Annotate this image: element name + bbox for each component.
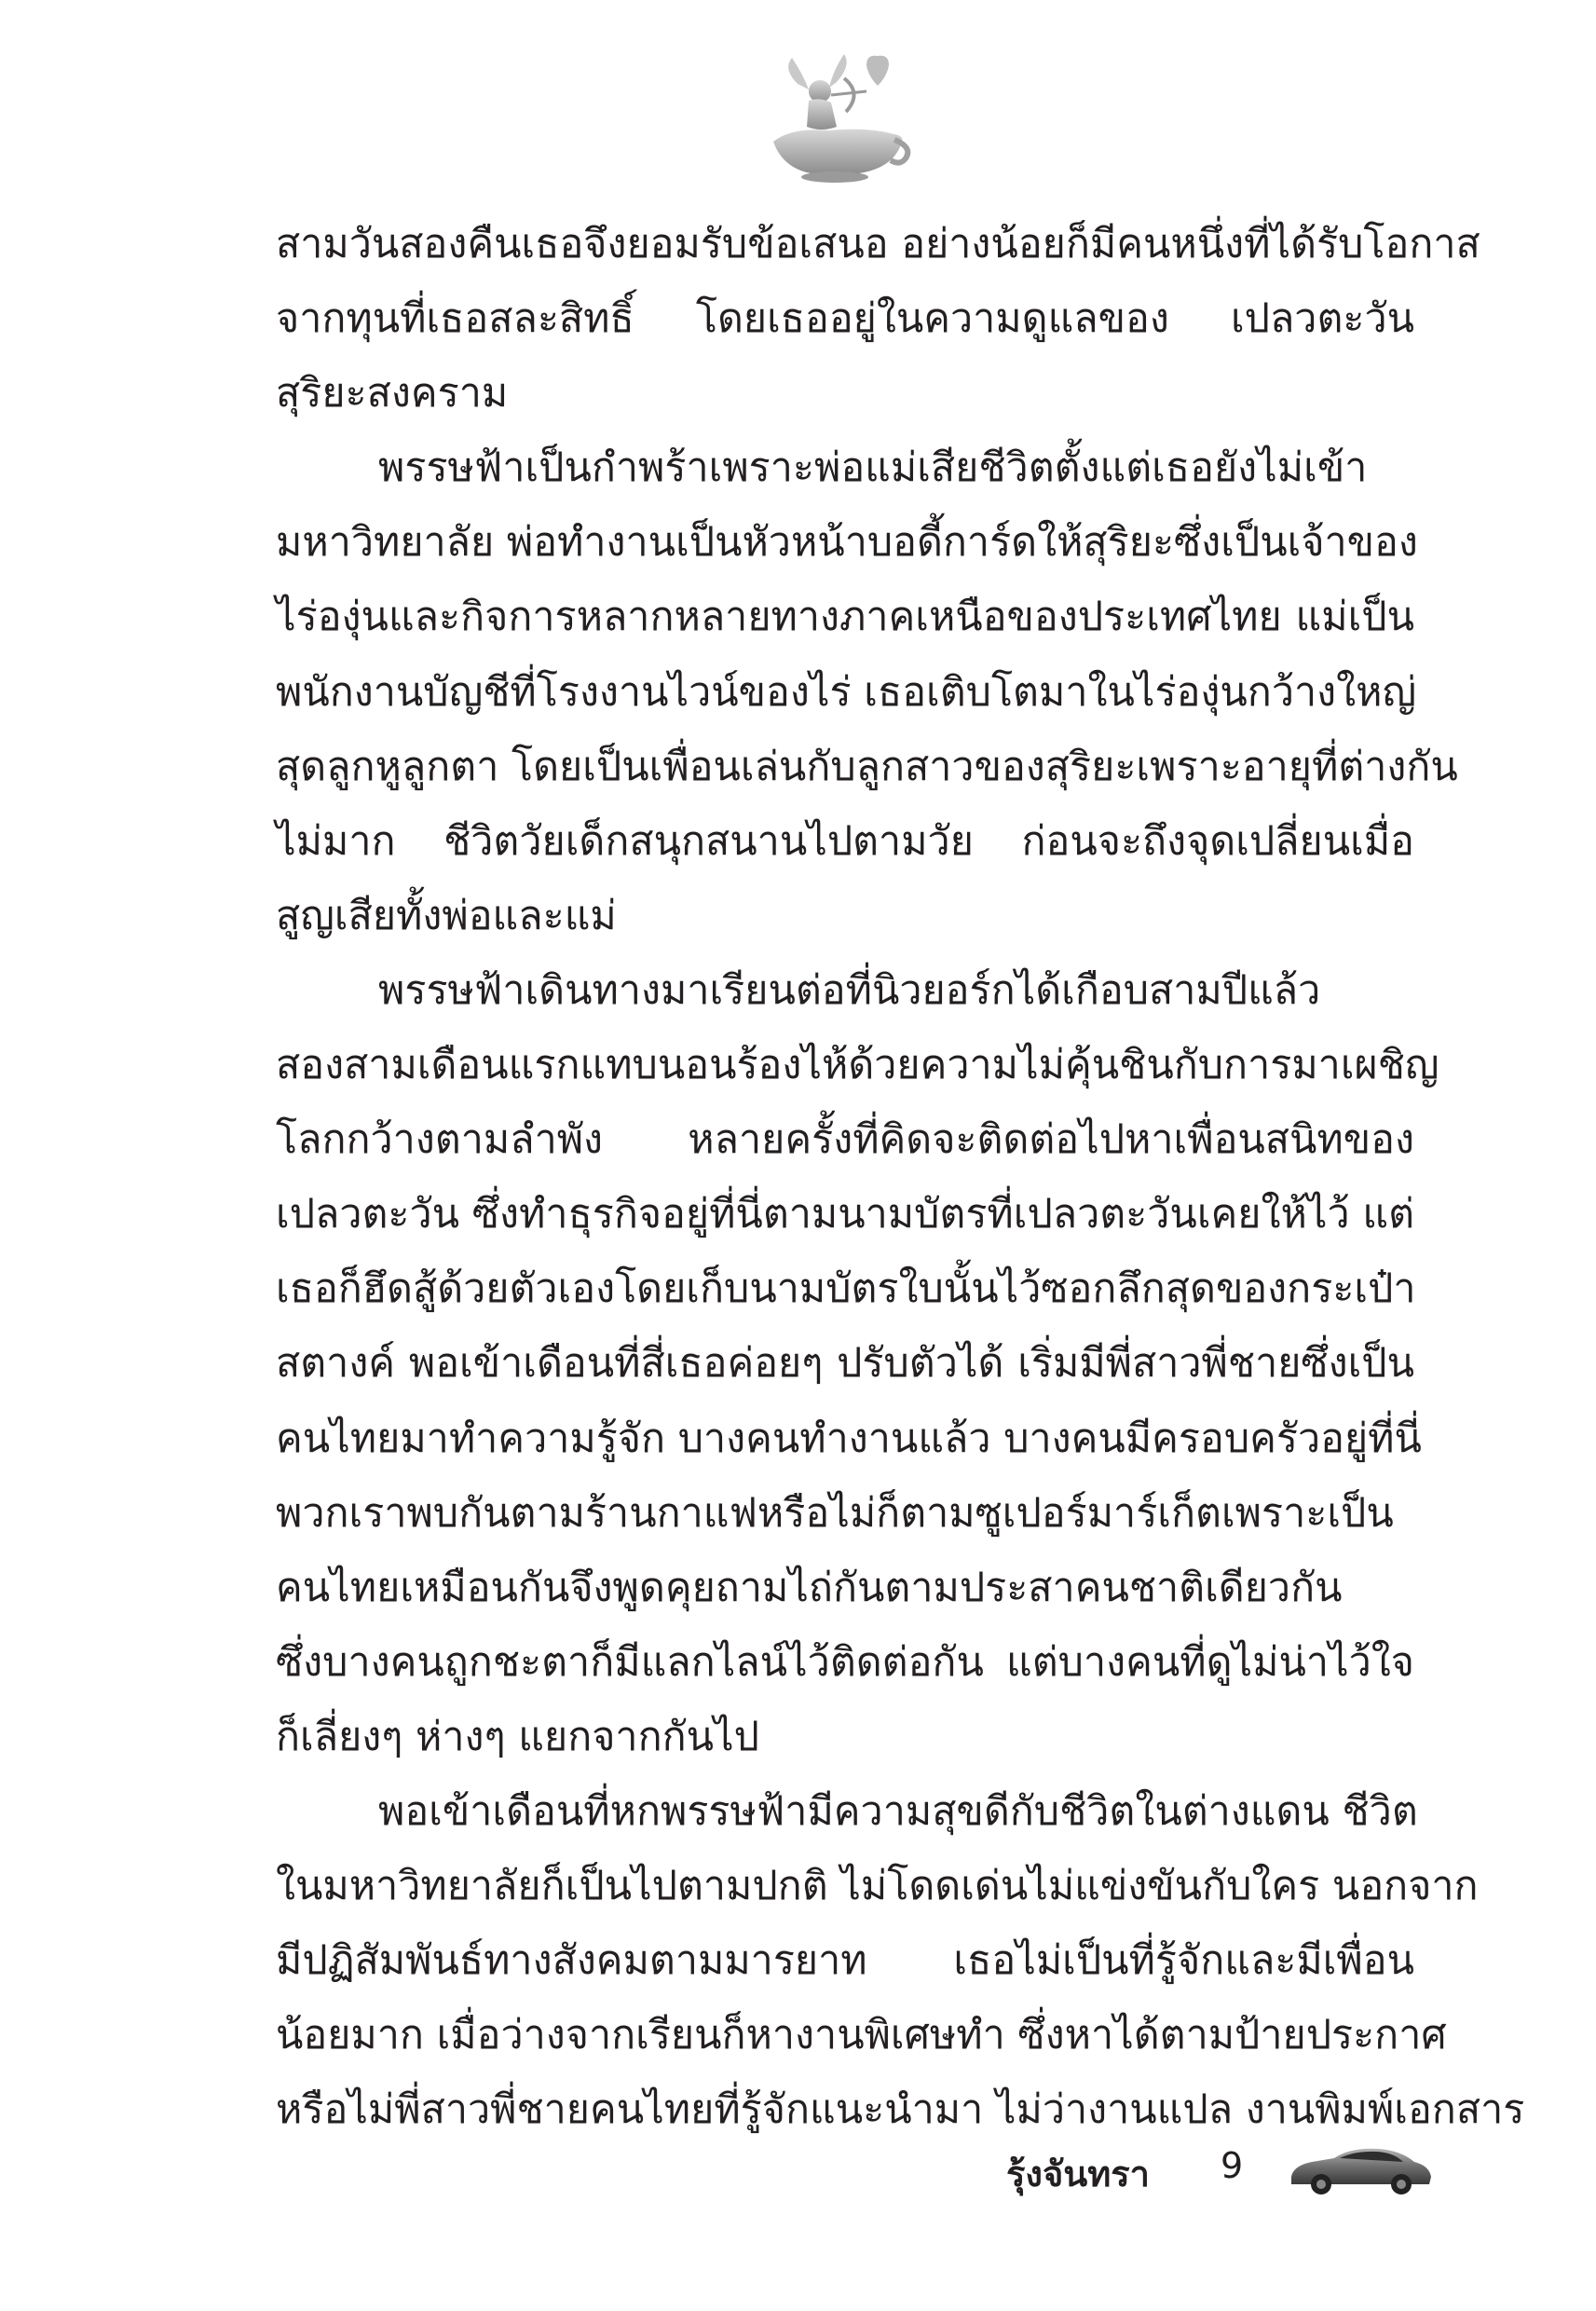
text-line: พนักงานบัญชีที่โรงงานไวน์ของไร่ เธอเติบโตมาในไร่องุ่นกว้างใหญ่ [276, 668, 1417, 716]
text-line: สุริยะสงคราม [276, 370, 509, 417]
footer-book-title: รุ้งจันทรา [1006, 2154, 1151, 2195]
car-icon [1286, 2140, 1435, 2199]
text-line: เธอก็ฮึดสู้ด้วยตัวเองโดยเก็บนามบัตรใบนั้นไว้ซอกลึกสุดของกระเป๋า [276, 1265, 1416, 1313]
text-line: สามวันสองคืนเธอจึงยอมรับข้อเสนอ อย่างน้อยก็มีคนหนึ่งที่ได้รับโอกาส [276, 221, 1480, 267]
text-line: เปลวตะวัน ซึ่งทำธุรกิจอยู่ที่นี่ตามนามบัตรที่เปลวตะวันเคยให้ไว้ แต่ [276, 1191, 1414, 1238]
text-line: ไร่องุ่นและกิจการหลากหลายทางภาคเหนือของประเทศไทย แม่เป็น [276, 594, 1414, 641]
page-number: 9 [1221, 2145, 1244, 2186]
text-line: น้อยมาก เมื่อว่างจากเรียนก็หางานพิเศษทำ ซึ่งหาได้ตามป้ายประกาศ [276, 2012, 1447, 2059]
text-line: มีปฏิสัมพันธ์ทางสังคมตามมารยาท เธอไม่เป็นที่รู้จักและมีเพื่อน [276, 1937, 1414, 1985]
text-line: คนไทยเหมือนกันจึงพูดคุยถามไถ่กันตามประสาคนชาติเดียวกัน [276, 1564, 1343, 1611]
text-line: สูญเสียทั้งพ่อและแม่ [276, 892, 617, 939]
text-line: ไม่มาก ชีวิตวัยเด็กสนุกสนานไปตามวัย ก่อนจะถึงจุดเปลี่ยนเมื่อ [276, 817, 1414, 865]
text-line: หรือไม่พี่สาวพี่ชายคนไทยที่รู้จักแนะนำมา ไม่ว่างานแปล งานพิมพ์เอกสาร [276, 2086, 1525, 2134]
text-line: พวกเราพบกันตามร้านกาแฟหรือไม่ก็ตามซูเปอร์มาร์เก็ตเพราะเป็น [276, 1489, 1394, 1537]
text-line: พรรษฟ้าเดินทางมาเรียนต่อที่นิวยอร์กได้เกือบสามปีแล้ว [378, 966, 1321, 1014]
text-line: จากทุนที่เธอสละสิทธิ์ โดยเธออยู่ในความดูแลของ เปลวตะวัน [276, 295, 1414, 343]
text-line: สองสามเดือนแรกแทบนอนร้องไห้ด้วยความไม่คุ้นชินกับการมาเผชิญ [276, 1042, 1439, 1089]
text-line: ในมหาวิทยาลัยก็เป็นไปตามปกติ ไม่โดดเด่นไม่แข่งขันกับใคร นอกจาก [276, 1863, 1479, 1910]
cherub-teapot-ornament-icon [755, 37, 913, 196]
page-footer [988, 2140, 1435, 2205]
text-line: ซึ่งบางคนถูกชะตาก็มีแลกไลน์ไว้ติดต่อกัน แต่บางคนที่ดูไม่น่าไว้ใจ [276, 1638, 1414, 1686]
text-line: พอเข้าเดือนที่หกพรรษฟ้ามีความสุขดีกับชีวิตในต่างแดน ชีวิต [378, 1787, 1418, 1835]
text-line: โลกกว้างตามลำพัง หลายครั้งที่คิดจะติดต่อไปหาเพื่อนสนิทของ [276, 1116, 1414, 1164]
body-text [276, 207, 1525, 2147]
text-line: คนไทยมาทำความรู้จัก บางคนทำงานแล้ว บางคนมีครอบครัวอยู่ที่นี่ [276, 1415, 1422, 1462]
text-line: ก็เลี่ยงๆ ห่างๆ แยกจากกันไป [276, 1713, 759, 1760]
text-line: สตางค์ พอเข้าเดือนที่สี่เธอค่อยๆ ปรับตัวได้ เริ่มมีพี่สาวพี่ชายซึ่งเป็น [276, 1340, 1414, 1388]
text-line: สุดลูกหูลูกตา โดยเป็นเพื่อนเล่นกับลูกสาวของสุริยะเพราะอายุที่ต่างกัน [276, 743, 1458, 790]
text-line: พรรษฟ้าเป็นกำพร้าเพราะพ่อแม่เสียชีวิตตั้งแต่เธอยังไม่เข้า [378, 444, 1368, 492]
text-line: มหาวิทยาลัย พ่อทำงานเป็นหัวหน้าบอดี้การ์ดให้สุริยะซึ่งเป็นเจ้าของ [276, 519, 1418, 567]
